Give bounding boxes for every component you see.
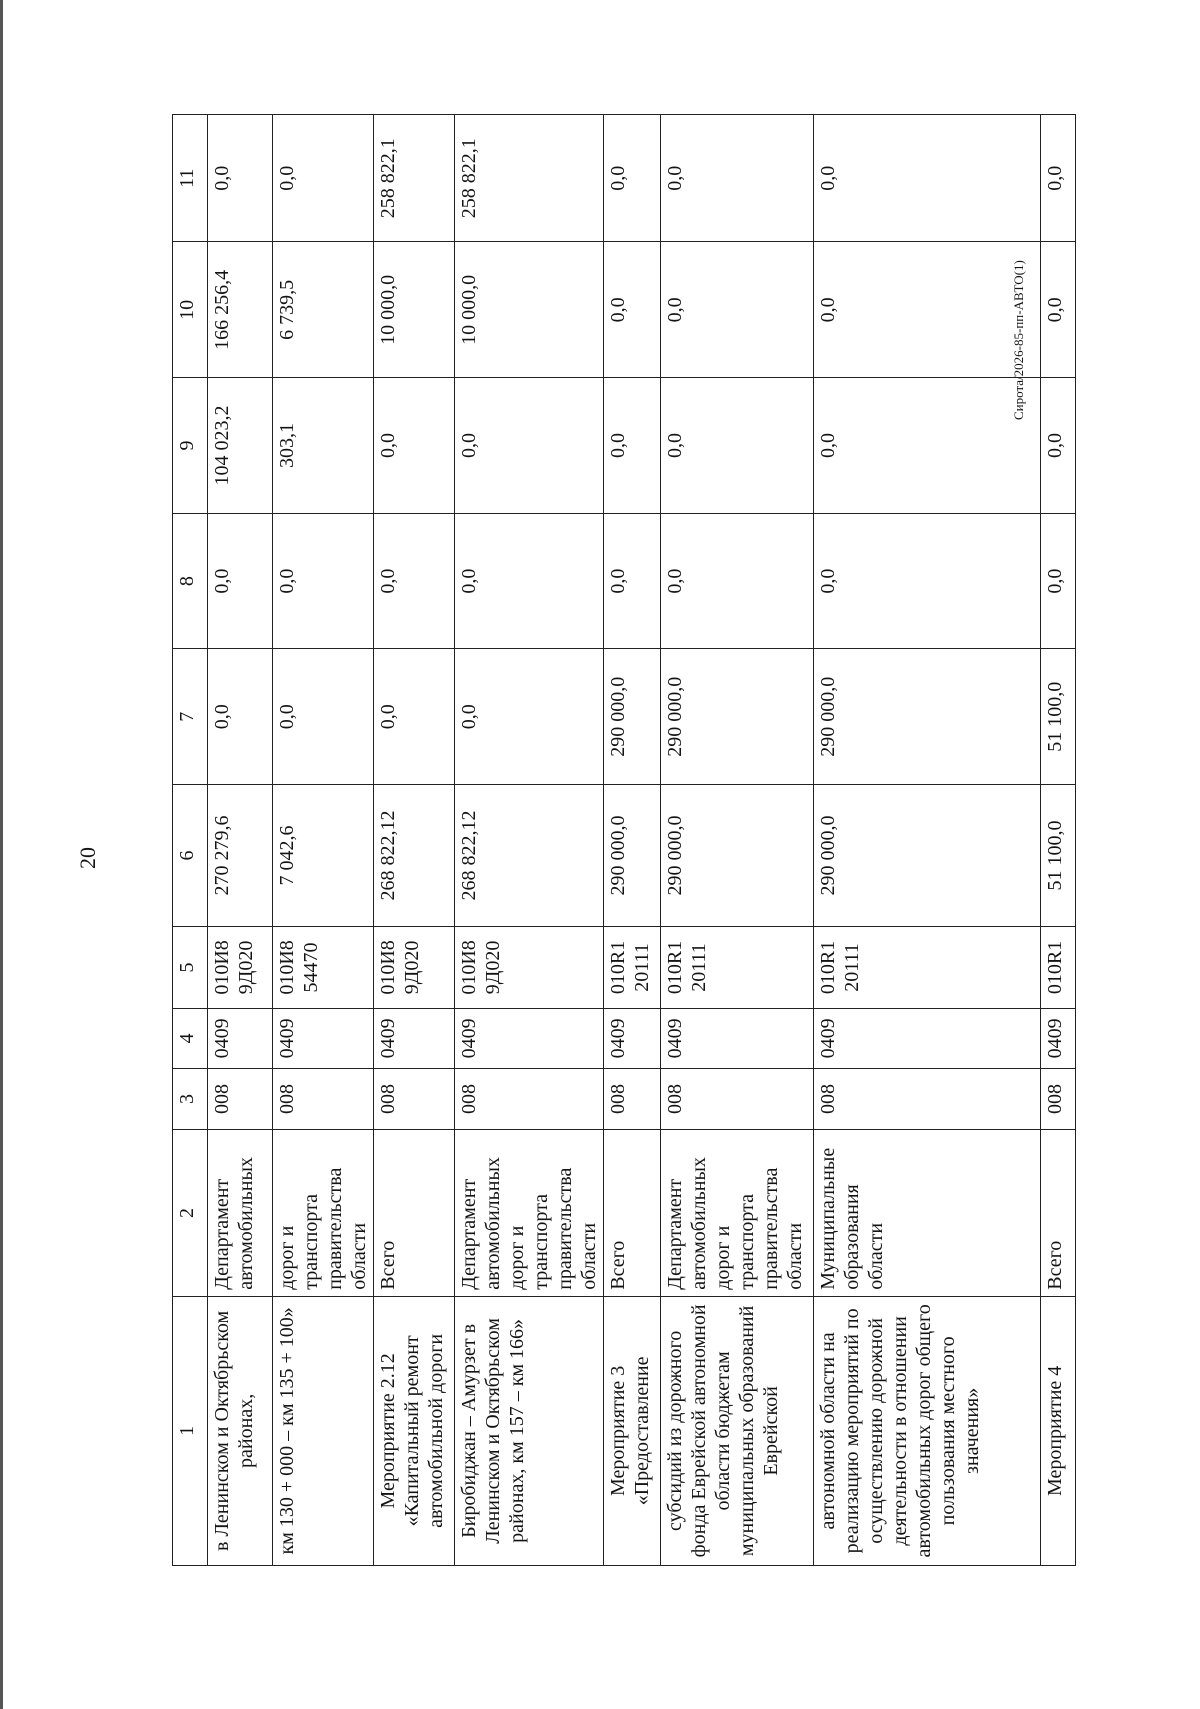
executor-cell: Всего (604, 1130, 661, 1296)
cell-4: 0409 (814, 1009, 1041, 1069)
cell-11: 0,0 (208, 115, 273, 242)
cell-6: 290 000,0 (604, 785, 661, 927)
executor-cell: дорог и транспорта правительства области (273, 1130, 374, 1296)
cell-11: 0,0 (1041, 115, 1076, 242)
cell-10: 166 256,4 (208, 242, 273, 378)
cell-6: 268 822,12 (455, 785, 604, 927)
header-cell-8: 8 (173, 513, 208, 649)
table-row (374, 115, 455, 1566)
header-cell-6: 6 (173, 785, 208, 927)
cell-10: 10 000,0 (455, 242, 604, 378)
cell-8: 0,0 (208, 513, 273, 649)
header-row (173, 115, 208, 1566)
cell-9: 303,1 (273, 378, 374, 514)
event-cell: в Ленинском и Октябрьском районах, (208, 1296, 273, 1565)
cell-7: 0,0 (273, 649, 374, 785)
cell-8: 0,0 (604, 513, 661, 649)
cell-6: 290 000,0 (814, 785, 1041, 927)
table-row (273, 115, 374, 1566)
cell-11: 258 822,1 (374, 115, 455, 242)
cell-9: 0,0 (604, 378, 661, 514)
cell-4: 0409 (208, 1009, 273, 1069)
cell-4: 0409 (661, 1009, 814, 1069)
cell-8: 0,0 (273, 513, 374, 649)
page-number: 20 (75, 847, 100, 869)
cell-7: 0,0 (208, 649, 273, 785)
cell-5: 010R1 20111 (661, 926, 814, 1008)
cell-9: 0,0 (661, 378, 814, 514)
cell-7: 51 100,0 (1041, 649, 1076, 785)
table-row (604, 115, 661, 1566)
header-cell-2: 2 (173, 1130, 208, 1296)
cell-7: 290 000,0 (661, 649, 814, 785)
cell-5: 010И8 9Д020 (374, 926, 455, 1008)
cell-8: 0,0 (1041, 513, 1076, 649)
cell-11: 0,0 (604, 115, 661, 242)
cell-5: 010И8 54470 (273, 926, 374, 1008)
cell-7: 0,0 (455, 649, 604, 785)
cell-6: 7 042,6 (273, 785, 374, 927)
budget-table-rotated (172, 114, 1116, 1566)
cell-10: 0,0 (604, 242, 661, 378)
cell-9: 104 023,2 (208, 378, 273, 514)
cell-3: 008 (208, 1068, 273, 1130)
scan-edge (0, 0, 3, 1709)
cell-8: 0,0 (814, 513, 1041, 649)
cell-4: 0409 (455, 1009, 604, 1069)
cell-11: 258 822,1 (455, 115, 604, 242)
cell-6: 268 822,12 (374, 785, 455, 927)
event-cell: Мероприятие 3 «Предоставление (604, 1296, 661, 1565)
executor-cell: Департамент автомобильных дорог и транспорта правительства области (455, 1130, 604, 1296)
cell-6: 290 000,0 (661, 785, 814, 927)
cell-11: 0,0 (273, 115, 374, 242)
cell-5: 010И8 9Д020 (455, 926, 604, 1008)
budget-table (172, 114, 1076, 1566)
cell-8: 0,0 (455, 513, 604, 649)
event-cell: Биробиджан – Амурзет в Ленинском и Октябрьском районах, км 157 – км 166» (455, 1296, 604, 1565)
table-row (455, 115, 604, 1566)
header-cell-3: 3 (173, 1068, 208, 1130)
cell-10: 10 000,0 (374, 242, 455, 378)
executor-cell: Департамент автомобильных (208, 1130, 273, 1296)
executor-cell: Всего (374, 1130, 455, 1296)
cell-3: 008 (604, 1068, 661, 1130)
cell-11: 0,0 (661, 115, 814, 242)
event-cell: Мероприятие 4 (1041, 1296, 1076, 1565)
cell-4: 0409 (604, 1009, 661, 1069)
header-cell-4: 4 (173, 1009, 208, 1069)
cell-10: 0,0 (661, 242, 814, 378)
header-cell-1: 1 (173, 1296, 208, 1565)
header-cell-11: 11 (173, 115, 208, 242)
cell-7: 290 000,0 (814, 649, 1041, 785)
table-row (208, 115, 273, 1566)
cell-10: 0,0 (814, 242, 1041, 378)
cell-8: 0,0 (374, 513, 455, 649)
executor-cell: Департамент автомобильных дорог и транспорта правительства области (661, 1130, 814, 1296)
executor-cell: Муниципальные образования области (814, 1130, 1041, 1296)
cell-3: 008 (661, 1068, 814, 1130)
table-row (1041, 115, 1076, 1566)
header-cell-5: 5 (173, 926, 208, 1008)
cell-6: 51 100,0 (1041, 785, 1076, 927)
cell-7: 0,0 (374, 649, 455, 785)
cell-8: 0,0 (661, 513, 814, 649)
cell-3: 008 (1041, 1068, 1076, 1130)
cell-6: 270 279,6 (208, 785, 273, 927)
cell-3: 008 (374, 1068, 455, 1130)
cell-7: 290 000,0 (604, 649, 661, 785)
cell-9: 0,0 (455, 378, 604, 514)
cell-5: 010И8 9Д020 (208, 926, 273, 1008)
cell-5: 010R1 (1041, 926, 1076, 1008)
cell-10: 0,0 (1041, 242, 1076, 378)
header-cell-9: 9 (173, 378, 208, 514)
executor-cell: Всего (1041, 1130, 1076, 1296)
table-row (814, 115, 1041, 1566)
event-cell: автономной области на реализацию мероприятий по осуществлению дорожной деятельности в отношении автомобильных дорог общего пользования местного значения» (814, 1296, 1041, 1565)
cell-3: 008 (814, 1068, 1041, 1130)
document-code: Сирота/2026-85-пп-АВТО(1) (1011, 260, 1026, 420)
cell-3: 008 (273, 1068, 374, 1130)
cell-4: 0409 (1041, 1009, 1076, 1069)
cell-9: 0,0 (1041, 378, 1076, 514)
table-row (661, 115, 814, 1566)
cell-4: 0409 (374, 1009, 455, 1069)
cell-10: 6 739,5 (273, 242, 374, 378)
cell-5: 010R1 20111 (604, 926, 661, 1008)
event-cell: км 130 + 000 – км 135 + 100» (273, 1296, 374, 1565)
event-cell: Мероприятие 2.12 «Капитальный ремонт автомобильной дороги (374, 1296, 455, 1565)
cell-3: 008 (455, 1068, 604, 1130)
cell-9: 0,0 (814, 378, 1041, 514)
header-cell-7: 7 (173, 649, 208, 785)
header-cell-10: 10 (173, 242, 208, 378)
cell-9: 0,0 (374, 378, 455, 514)
cell-4: 0409 (273, 1009, 374, 1069)
cell-11: 0,0 (814, 115, 1041, 242)
event-cell: субсидий из дорожного фонда Еврейской автономной области бюджетам муниципальных образований Еврейской (661, 1296, 814, 1565)
cell-5: 010R1 20111 (814, 926, 1041, 1008)
